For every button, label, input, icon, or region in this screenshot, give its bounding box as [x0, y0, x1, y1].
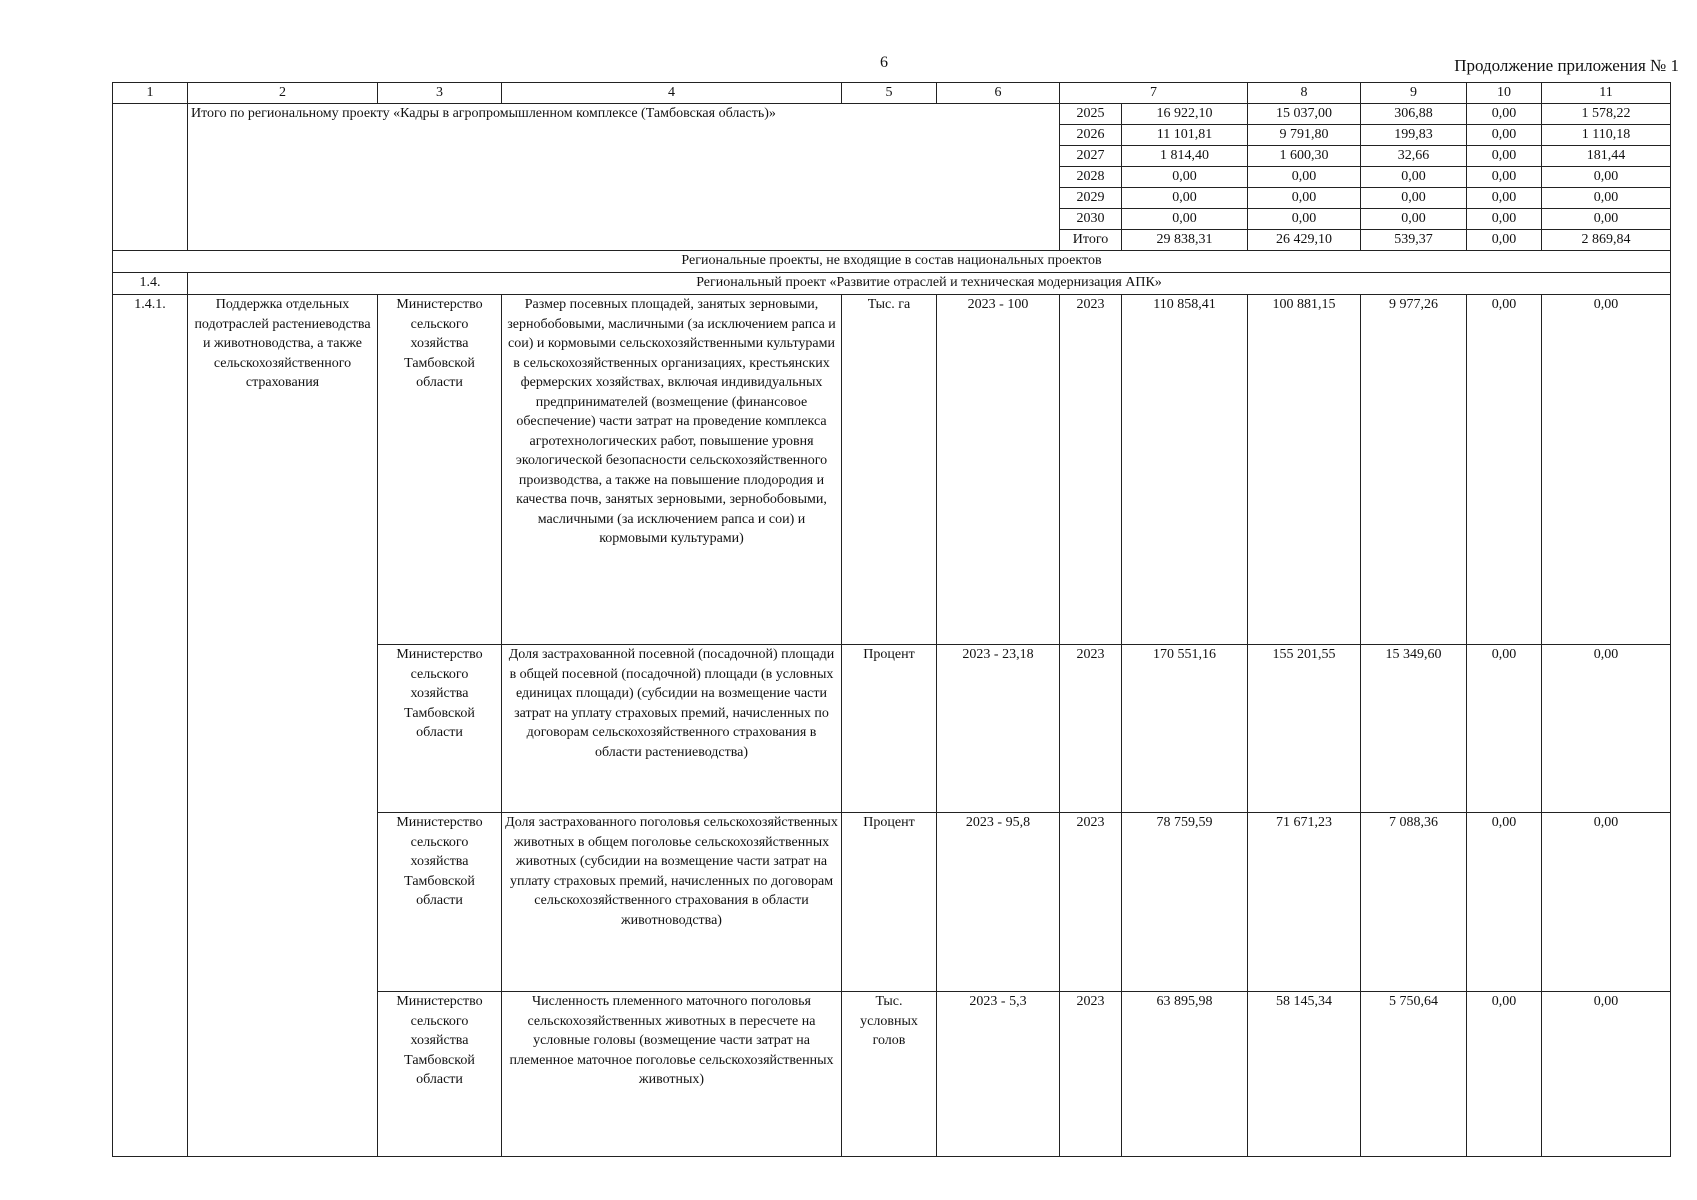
header-cell: 6 [937, 83, 1060, 104]
value-cell: 0,00 [1361, 209, 1467, 230]
column-header-row [113, 83, 1671, 104]
value-cell: 0,00 [1122, 188, 1248, 209]
ministry-cell: Министерство сельского хозяйства Тамбовской области [378, 813, 502, 992]
header-cell: 2 [188, 83, 378, 104]
year-cell: 2023 [1060, 813, 1122, 992]
page-number: 6 [880, 54, 888, 71]
value-cell: 539,37 [1361, 230, 1467, 251]
year-cell: Итого [1060, 230, 1122, 251]
value-cell: 0,00 [1361, 188, 1467, 209]
appendix-table [112, 82, 1671, 1157]
header-cell: 10 [1467, 83, 1542, 104]
value-cell: 0,00 [1467, 125, 1542, 146]
empty-num-cell [113, 104, 188, 251]
indicator-cell: Численность племенного маточного поголовья сельскохозяйственных животных в пересчете на условные головы (возмещение части затрат на племенное маточное поголовье сельскохозяйственных животных) [502, 992, 842, 1157]
value-cell: 1 578,22 [1542, 104, 1671, 125]
value-cell: 0,00 [1467, 813, 1542, 992]
value-cell: 0,00 [1122, 167, 1248, 188]
value-cell: 11 101,81 [1122, 125, 1248, 146]
continuation-label: Продолжение приложения № 1 [1454, 56, 1679, 75]
year-cell: 2029 [1060, 188, 1122, 209]
value-cell: 0,00 [1248, 188, 1361, 209]
total-label: Итого по региональному проекту «Кадры в агропромышленном комплексе (Тамбовская область)» [188, 104, 1060, 251]
unit-cell: Процент [842, 645, 937, 813]
value-cell: 0,00 [1467, 188, 1542, 209]
value-cell: 0,00 [1467, 167, 1542, 188]
value-cell: 9 791,80 [1248, 125, 1361, 146]
value-cell: 0,00 [1542, 992, 1671, 1157]
header-cell: 4 [502, 83, 842, 104]
header-cell: 8 [1248, 83, 1361, 104]
header-cell: 11 [1542, 83, 1671, 104]
value-cell: 0,00 [1467, 992, 1542, 1157]
target-cell: 2023 - 23,18 [937, 645, 1060, 813]
ministry-cell: Министерство сельского хозяйства Тамбовской области [378, 295, 502, 645]
value-cell: 0,00 [1467, 230, 1542, 251]
value-cell: 0,00 [1248, 167, 1361, 188]
target-cell: 2023 - 95,8 [937, 813, 1060, 992]
measure-number: 1.4.1. [113, 295, 188, 1157]
year-cell: 2027 [1060, 146, 1122, 167]
year-cell: 2023 [1060, 295, 1122, 645]
section-title: Региональные проекты, не входящие в состав национальных проектов [113, 251, 1671, 273]
value-cell: 170 551,16 [1122, 645, 1248, 813]
value-cell: 100 881,15 [1248, 295, 1361, 645]
year-cell: 2023 [1060, 992, 1122, 1157]
value-cell: 0,00 [1542, 645, 1671, 813]
value-cell: 5 750,64 [1361, 992, 1467, 1157]
value-cell: 15 349,60 [1361, 645, 1467, 813]
value-cell: 26 429,10 [1248, 230, 1361, 251]
value-cell: 0,00 [1361, 167, 1467, 188]
unit-cell: Тыс. условных голов [842, 992, 937, 1157]
value-cell: 110 858,41 [1122, 295, 1248, 645]
value-cell: 29 838,31 [1122, 230, 1248, 251]
value-cell: 32,66 [1361, 146, 1467, 167]
header-cell: 5 [842, 83, 937, 104]
year-cell: 2028 [1060, 167, 1122, 188]
total-row [113, 104, 1671, 125]
header-cell: 9 [1361, 83, 1467, 104]
unit-cell: Тыс. га [842, 295, 937, 645]
project-row [113, 273, 1671, 295]
target-cell: 2023 - 5,3 [937, 992, 1060, 1157]
value-cell: 0,00 [1467, 645, 1542, 813]
year-cell: 2026 [1060, 125, 1122, 146]
value-cell: 0,00 [1542, 295, 1671, 645]
value-cell: 181,44 [1542, 146, 1671, 167]
year-cell: 2030 [1060, 209, 1122, 230]
value-cell: 0,00 [1542, 813, 1671, 992]
value-cell: 71 671,23 [1248, 813, 1361, 992]
value-cell: 1 814,40 [1122, 146, 1248, 167]
value-cell: 0,00 [1467, 209, 1542, 230]
value-cell: 16 922,10 [1122, 104, 1248, 125]
value-cell: 0,00 [1122, 209, 1248, 230]
ministry-cell: Министерство сельского хозяйства Тамбовской области [378, 992, 502, 1157]
value-cell: 306,88 [1361, 104, 1467, 125]
value-cell: 0,00 [1467, 104, 1542, 125]
indicator-cell: Размер посевных площадей, занятых зерновыми, зернобобовыми, масличными (за исключением рапса и сои) и кормовыми сельскохозяйственными культурами в сельскохозяйственных организациях, крестьянских фермерских хозяйствах, включая индивидуальных предпринимателей (возмещение (финансовое обеспечение) части затрат на проведение комплекса агротехнологических работ, повышение уровня экологической безопасности сельскохозяйственного производства, а также на повышение плодородия и качества почв, занятых зерновыми, зернобобовыми, масличными (за исключением рапса и сои) и кормовыми культурами) [502, 295, 842, 645]
measure-name: Поддержка отдельных подотраслей растениеводства и животноводства, а также сельскохозяйственного страхования [188, 295, 378, 1157]
value-cell: 0,00 [1542, 209, 1671, 230]
value-cell: 2 869,84 [1542, 230, 1671, 251]
value-cell: 58 145,34 [1248, 992, 1361, 1157]
value-cell: 199,83 [1361, 125, 1467, 146]
value-cell: 0,00 [1467, 146, 1542, 167]
header-cell: 7 [1060, 83, 1248, 104]
value-cell: 0,00 [1542, 188, 1671, 209]
value-cell: 1 110,18 [1542, 125, 1671, 146]
value-cell: 0,00 [1248, 209, 1361, 230]
value-cell: 0,00 [1467, 295, 1542, 645]
unit-cell: Процент [842, 813, 937, 992]
value-cell: 78 759,59 [1122, 813, 1248, 992]
header-cell: 1 [113, 83, 188, 104]
target-cell: 2023 - 100 [937, 295, 1060, 645]
year-cell: 2023 [1060, 645, 1122, 813]
value-cell: 0,00 [1542, 167, 1671, 188]
project-title: Региональный проект «Развитие отраслей и техническая модернизация АПК» [188, 273, 1671, 295]
value-cell: 1 600,30 [1248, 146, 1361, 167]
value-cell: 9 977,26 [1361, 295, 1467, 645]
year-cell: 2025 [1060, 104, 1122, 125]
value-cell: 15 037,00 [1248, 104, 1361, 125]
ministry-cell: Министерство сельского хозяйства Тамбовской области [378, 645, 502, 813]
indicator-cell: Доля застрахованного поголовья сельскохозяйственных животных в общем поголовье сельскохозяйственных животных (субсидии на возмещение части затрат на уплату страховых премий, начисленных по договорам сельскохозяйственного страхования в области животноводства) [502, 813, 842, 992]
indicator-cell: Доля застрахованной посевной (посадочной) площади в общей посевной (посадочной) площади (в условных единицах площади) (субсидии на возмещение части затрат на уплату страховых премий, начисленных по договорам сельскохозяйственного страхования в области растениеводства) [502, 645, 842, 813]
value-cell: 155 201,55 [1248, 645, 1361, 813]
project-number: 1.4. [113, 273, 188, 295]
value-cell: 7 088,36 [1361, 813, 1467, 992]
header-cell: 3 [378, 83, 502, 104]
value-cell: 63 895,98 [1122, 992, 1248, 1157]
section-row [113, 251, 1671, 273]
measure-row [113, 295, 1671, 645]
